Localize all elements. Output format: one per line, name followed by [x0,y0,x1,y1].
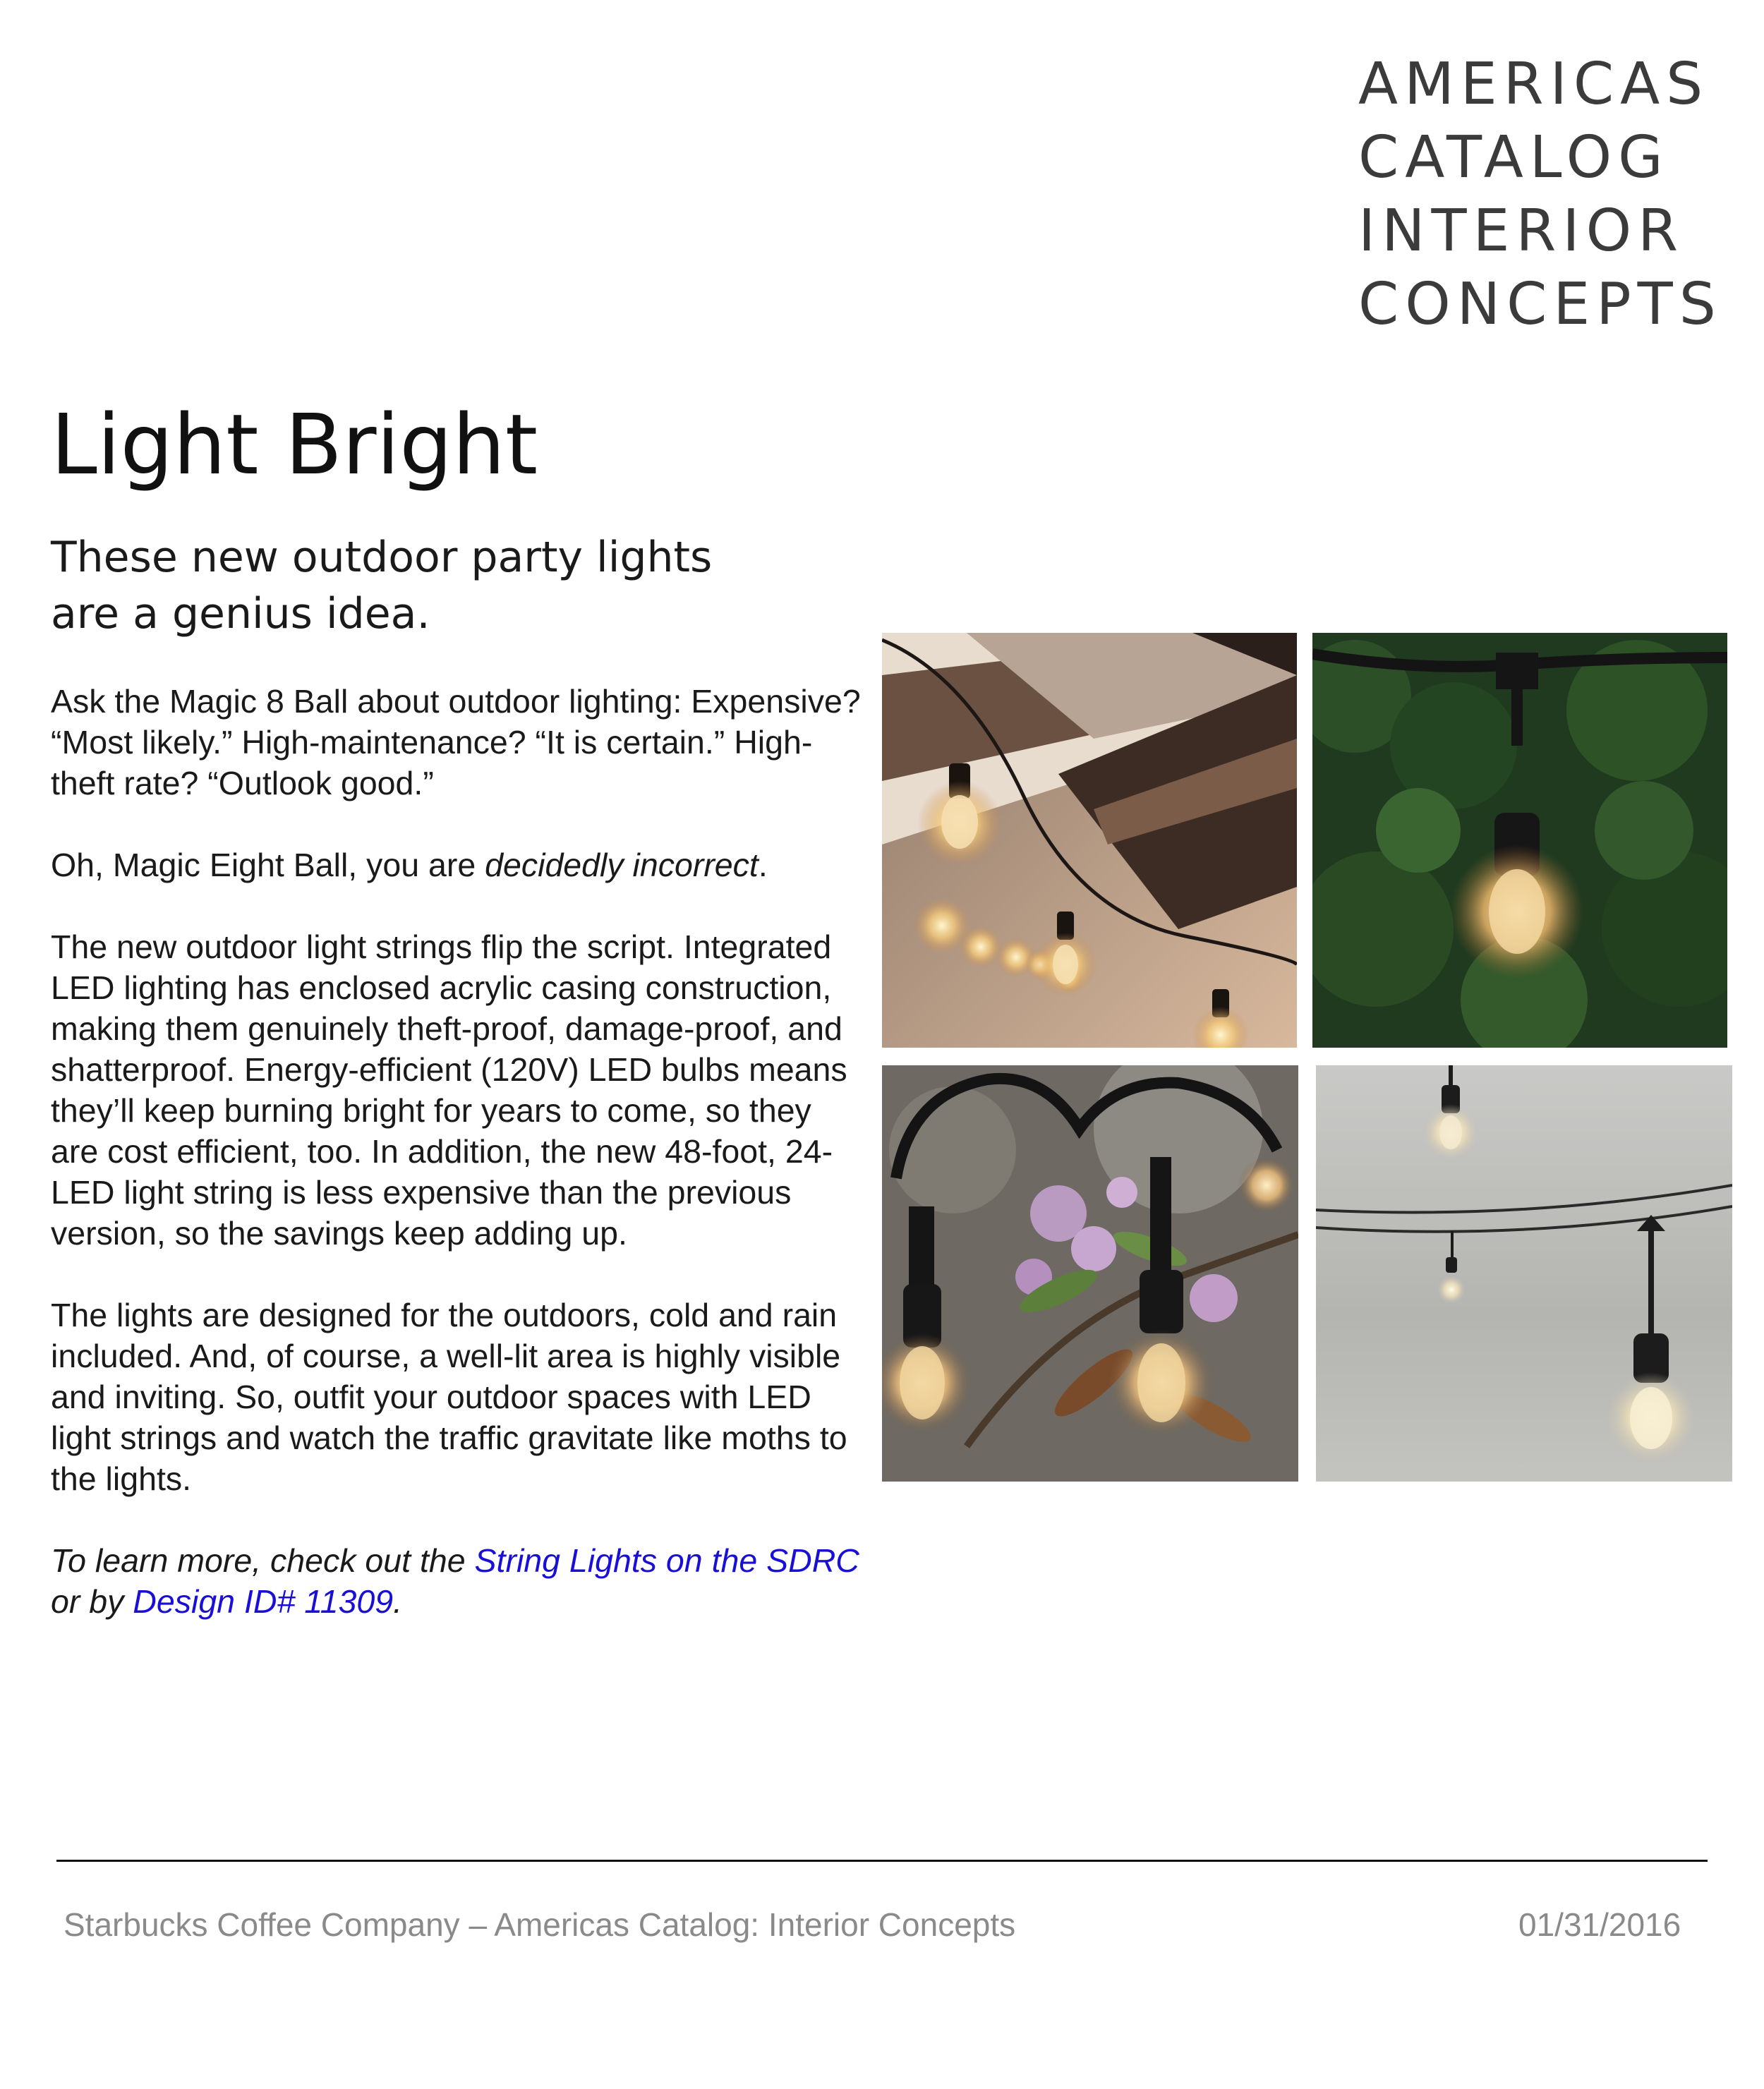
cta-suffix: . [393,1583,403,1620]
cta-prefix: To learn more, check out the [51,1542,475,1579]
flower-branch-bulbs-photo [882,1065,1298,1482]
footer-date: 01/31/2016 [1518,1906,1681,1943]
americas-catalog-logo [1358,48,1725,341]
pergola-string-lights-photo [882,633,1297,1048]
paragraph-magic-8-ball: Ask the Magic 8 Ball about outdoor lighting: Expensive? “Most likely.” High-maintenance? “It is certain.” High-theft rate? “Outlook good.” [51,683,861,801]
design-id-link[interactable]: Design ID# 11309 [133,1583,394,1620]
page-title: Light Bright [51,396,538,493]
paragraph-incorrect-start: Oh, Magic Eight Ball, you are [51,847,485,883]
logo-line-3: INTERIOR [1358,198,1685,265]
subtitle-line-1: These new outdoor party lights [51,533,713,582]
call-to-action [51,1540,862,1622]
logo-line-1: AMERICAS [1358,51,1710,118]
string-lights-sdrc-link[interactable]: String Lights on the SDRC [474,1542,859,1579]
logo-line-2: CATALOG [1358,124,1669,191]
hedge-bulb-photo [1312,633,1727,1048]
subtitle [51,529,792,642]
paragraph-incorrect-end: . [758,847,768,883]
paragraph-led-strings: The new outdoor light strings flip the script. Integrated LED lighting has enclosed acrylic casing construction, making them genuinely theft-proof, damage-proof, and shatterproof. Energy-efficient (120V) LED bulbs means they’ll keep burning bright for years to come, so they are cost efficient, too. In addition, the new 48-foot, 24-LED light string is less expensive than the previous version, so the savings keep adding up. [51,928,847,1252]
footer-company: Starbucks Coffee Company – Americas Catalog: Interior Concepts [64,1906,1016,1943]
paragraph-incorrect-emphasis: decidedly incorrect [485,847,759,883]
paragraph-incorrect [51,844,862,885]
paragraph-outdoors: The lights are designed for the outdoors, cold and rain included. And, of course, a well-lit area is highly visible and inviting. So, outfit your outdoor spaces with LED light strings and watch the traffic gravitate like moths to the lights. [51,1297,847,1497]
cta-middle: or by [51,1583,133,1620]
studio-bulbs-photo [1316,1065,1732,1482]
subtitle-line-2: are a genius idea. [51,589,430,638]
article-body [51,681,862,1622]
logo-line-4: CONCEPTS [1358,271,1722,338]
footer-divider [56,1860,1708,1862]
